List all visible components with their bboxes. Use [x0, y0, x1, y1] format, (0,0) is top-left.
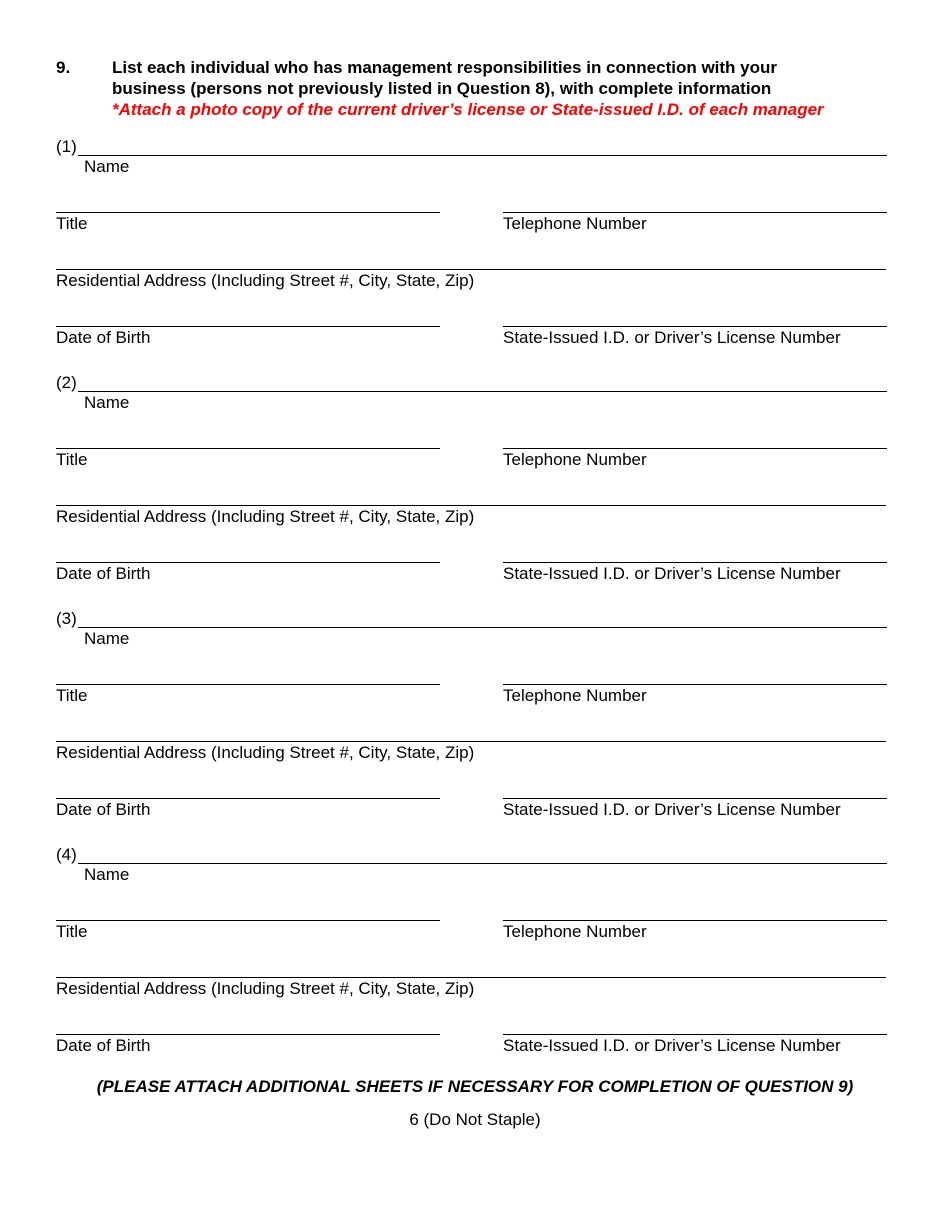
manager-block-2: [0, 236, 950, 583]
address-label: Residential Address (Including Street #, City, State, Zip): [56, 271, 475, 290]
title-input[interactable]: [58, 899, 440, 919]
telephone-input[interactable]: [505, 663, 887, 683]
telephone-label: Telephone Number: [503, 922, 647, 941]
address-label: Residential Address (Including Street #, City, State, Zip): [56, 507, 475, 526]
name-label: Name: [84, 157, 130, 176]
address-label: Residential Address (Including Street #, City, State, Zip): [56, 743, 475, 762]
dob-label: Date of Birth: [56, 328, 151, 347]
name-line: [78, 391, 887, 392]
telephone-input[interactable]: [505, 427, 887, 447]
name-line: [78, 627, 887, 628]
telephone-input[interactable]: [505, 899, 887, 919]
question-line-1: List each individual who has management responsibilities in connection with your: [112, 58, 778, 77]
page-number: 6 (Do Not Staple): [409, 1110, 541, 1129]
license-label: State-Issued I.D. or Driver’s License Number: [503, 800, 841, 819]
telephone-label: Telephone Number: [503, 214, 647, 233]
manager-index: (3): [56, 609, 77, 628]
title-line: [56, 448, 440, 449]
name-line: [78, 863, 887, 864]
name-line: [78, 155, 887, 156]
name-input[interactable]: [80, 842, 884, 862]
title-input[interactable]: [58, 191, 440, 211]
address-input[interactable]: [58, 956, 886, 976]
dob-label: Date of Birth: [56, 1036, 151, 1055]
license-label: State-Issued I.D. or Driver’s License Number: [503, 328, 841, 347]
title-input[interactable]: [58, 427, 440, 447]
name-input[interactable]: [80, 134, 884, 154]
address-line: [56, 977, 886, 978]
name-input[interactable]: [80, 370, 884, 390]
manager-block-4: [0, 708, 950, 1055]
title-input[interactable]: [58, 663, 440, 683]
title-line: [56, 684, 440, 685]
question-line-2: business (persons not previously listed in Question 8), with complete information: [112, 79, 772, 98]
manager-block-1: [0, 0, 950, 347]
dob-input[interactable]: [58, 1013, 440, 1033]
title-line: [56, 920, 440, 921]
license-input[interactable]: [505, 1013, 887, 1033]
name-input[interactable]: [80, 606, 884, 626]
license-label: State-Issued I.D. or Driver’s License Number: [503, 564, 841, 583]
telephone-label: Telephone Number: [503, 450, 647, 469]
title-label: Title: [56, 922, 88, 941]
name-label: Name: [84, 629, 130, 648]
name-label: Name: [84, 865, 130, 884]
telephone-line: [503, 684, 887, 685]
dob-label: Date of Birth: [56, 800, 151, 819]
license-label: State-Issued I.D. or Driver’s License Number: [503, 1036, 841, 1055]
license-line: [503, 1034, 887, 1035]
attachment-note: *Attach a photo copy of the current driver’s license or State-issued I.D. of each manager: [112, 100, 824, 119]
address-label: Residential Address (Including Street #, City, State, Zip): [56, 979, 475, 998]
manager-block-3: [0, 472, 950, 819]
telephone-label: Telephone Number: [503, 686, 647, 705]
telephone-line: [503, 212, 887, 213]
title-label: Title: [56, 214, 88, 233]
title-label: Title: [56, 686, 88, 705]
name-label: Name: [84, 393, 130, 412]
manager-index: (1): [56, 137, 77, 156]
title-line: [56, 212, 440, 213]
manager-index: (2): [56, 373, 77, 392]
dob-label: Date of Birth: [56, 564, 151, 583]
dob-line: [56, 1034, 440, 1035]
telephone-input[interactable]: [505, 191, 887, 211]
additional-sheets-note: (PLEASE ATTACH ADDITIONAL SHEETS IF NECESSARY FOR COMPLETION OF QUESTION 9): [96, 1077, 854, 1096]
title-label: Title: [56, 450, 88, 469]
question-number: 9.: [56, 58, 71, 77]
telephone-line: [503, 448, 887, 449]
manager-index: (4): [56, 845, 77, 864]
telephone-line: [503, 920, 887, 921]
